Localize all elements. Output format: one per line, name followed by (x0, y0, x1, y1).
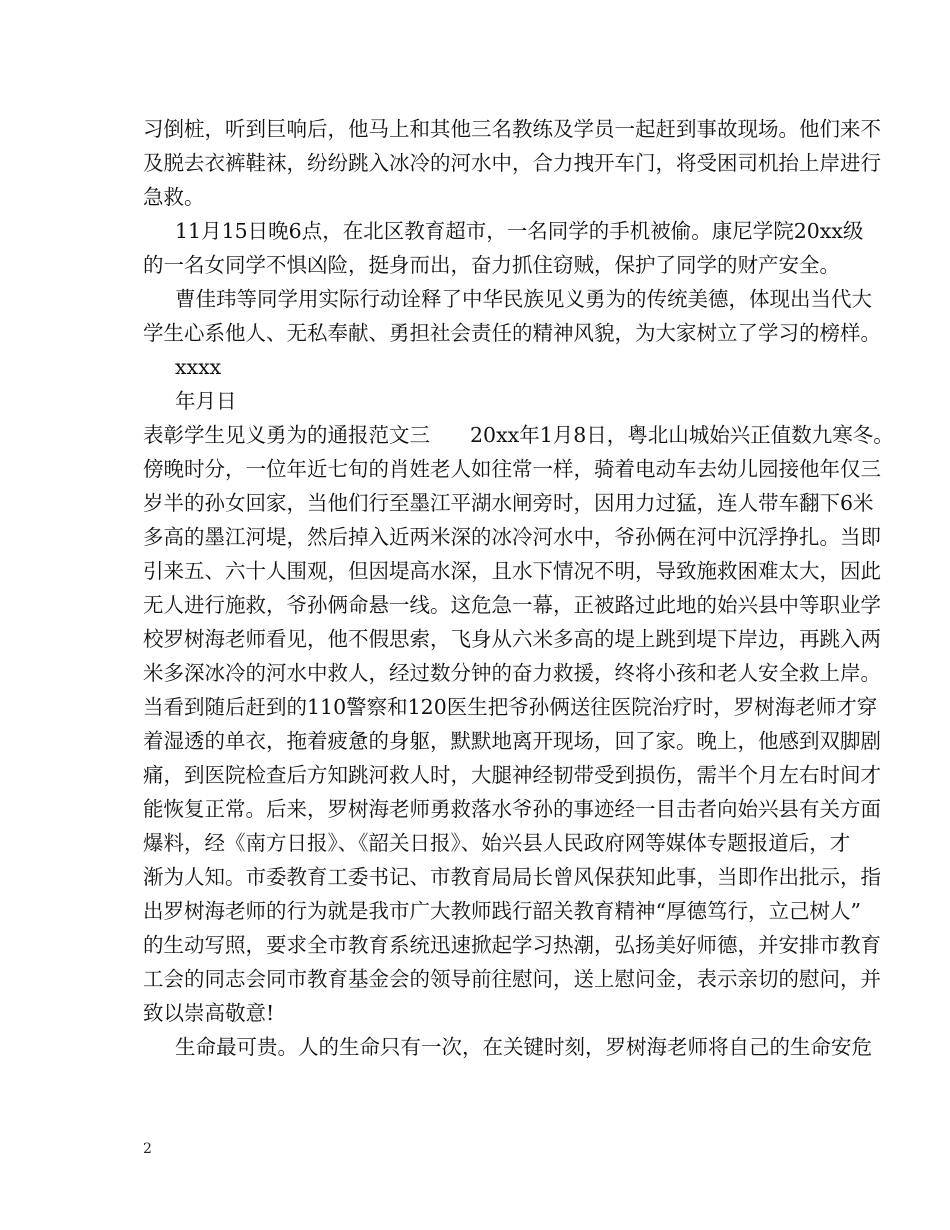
text-line: 着湿透的单衣，拖着疲惫的身躯，默默地离开现场，回了家。晚上，他感到双脚剧 (143, 729, 881, 753)
text-line: 曹佳玮等同学用实际行动诠释了中华民族见义勇为的传统美德，体现出当代大 (175, 287, 872, 311)
text-line: 致以崇高敬意! (143, 1001, 275, 1025)
text-line: 无人进行施救，爷孙俩命悬一线。这危急一幕，正被路过此地的始兴县中等职业学 (143, 593, 881, 617)
text-line: 的生动写照，要求全市教育系统迅速掀起学习热潮，弘扬美好师德，并安排市教育 (143, 933, 881, 957)
text-line: 及脱去衣裤鞋袜，纷纷跳入冰冷的河水中，合力拽开车门，将受困司机抬上岸进行 (143, 151, 881, 175)
date-line: 年月日 (175, 389, 237, 413)
text-line: 渐为人知。市委教育工委书记、市教育局局长曾风保获知此事，当即作出批示，指 (143, 865, 881, 889)
text-line: 当看到随后赶到的110警察和120医生把爷孙俩送往医院治疗时，罗树海老师才穿 (143, 695, 878, 719)
text-line: 急救。 (143, 185, 205, 209)
text-line: 校罗树海老师看见，他不假思索，飞身从六米多高的堤上跳到堤下岸边，再跳入两 (143, 627, 881, 651)
text-line: 多高的墨江河堤，然后掉入近两米深的冰冷河水中，爷孙俩在河中沉浮挣扎。当即 (143, 525, 881, 549)
text-line: 生命最可贵。人的生命只有一次，在关键时刻，罗树海老师将自己的生命安危 (175, 1035, 872, 1059)
section-title: 表彰学生见义勇为的通报范文三 (143, 423, 430, 447)
text-line: 习倒桩，听到巨响后，他马上和其他三名教练及学员一起赶到事故现场。他们来不 (143, 117, 881, 141)
text-line: 出罗树海老师的行为就是我市广大教师践行韶关教育精神“厚德笃行，立己树人” (143, 899, 861, 923)
signature: xxxx (175, 355, 222, 379)
text-line: 岁半的孙女回家，当他们行至墨江平湖水闸旁时，因用力过猛，连人带车翻下6米 (143, 491, 874, 515)
text-line: 的一名女同学不惧凶险，挺身而出，奋力抓住窃贼，保护了同学的财产安全。 (143, 253, 840, 277)
text-line: 学生心系他人、无私奉献、勇担社会责任的精神风貌，为大家树立了学习的榜样。 (143, 321, 881, 345)
section-title-rest: 20xx年1月8日，粤北山城始兴正值数九寒冬。 (470, 423, 894, 447)
text-line: 能恢复正常。后来，罗树海老师勇救落水爷孙的事迹经一目击者向始兴县有关方面 (143, 797, 881, 821)
text-line: 傍晚时分，一位年近七旬的肖姓老人如往常一样，骑着电动车去幼儿园接他年仅三 (143, 457, 881, 481)
document-body (143, 112, 894, 1064)
text-line: 痛，到医院检查后方知跳河救人时，大腿神经韧带受到损伤，需半个月左右时间才 (143, 763, 881, 787)
text-line: 引来五、六十人围观，但因堤高水深，且水下情况不明，导致施救困难太大，因此 (143, 559, 881, 583)
section-title-line (143, 418, 894, 452)
text-line: 爆料，经《南方日报》、《韶关日报》、始兴县人民政府网等媒体专题报道后，才 (143, 831, 851, 855)
text-line: 米多深冰冷的河水中救人，经过数分钟的奋力救援，终将小孩和老人安全救上岸。 (143, 661, 881, 685)
text-line: 11月15日晚6点，在北区教育超市，一名同学的手机被偷。康尼学院20xx级 (175, 219, 864, 243)
text-line: 工会的同志会同市教育基金会的领导前往慰问，送上慰问金，表示亲切的慰问，并 (143, 967, 881, 991)
page-number: 2 (143, 1141, 152, 1157)
